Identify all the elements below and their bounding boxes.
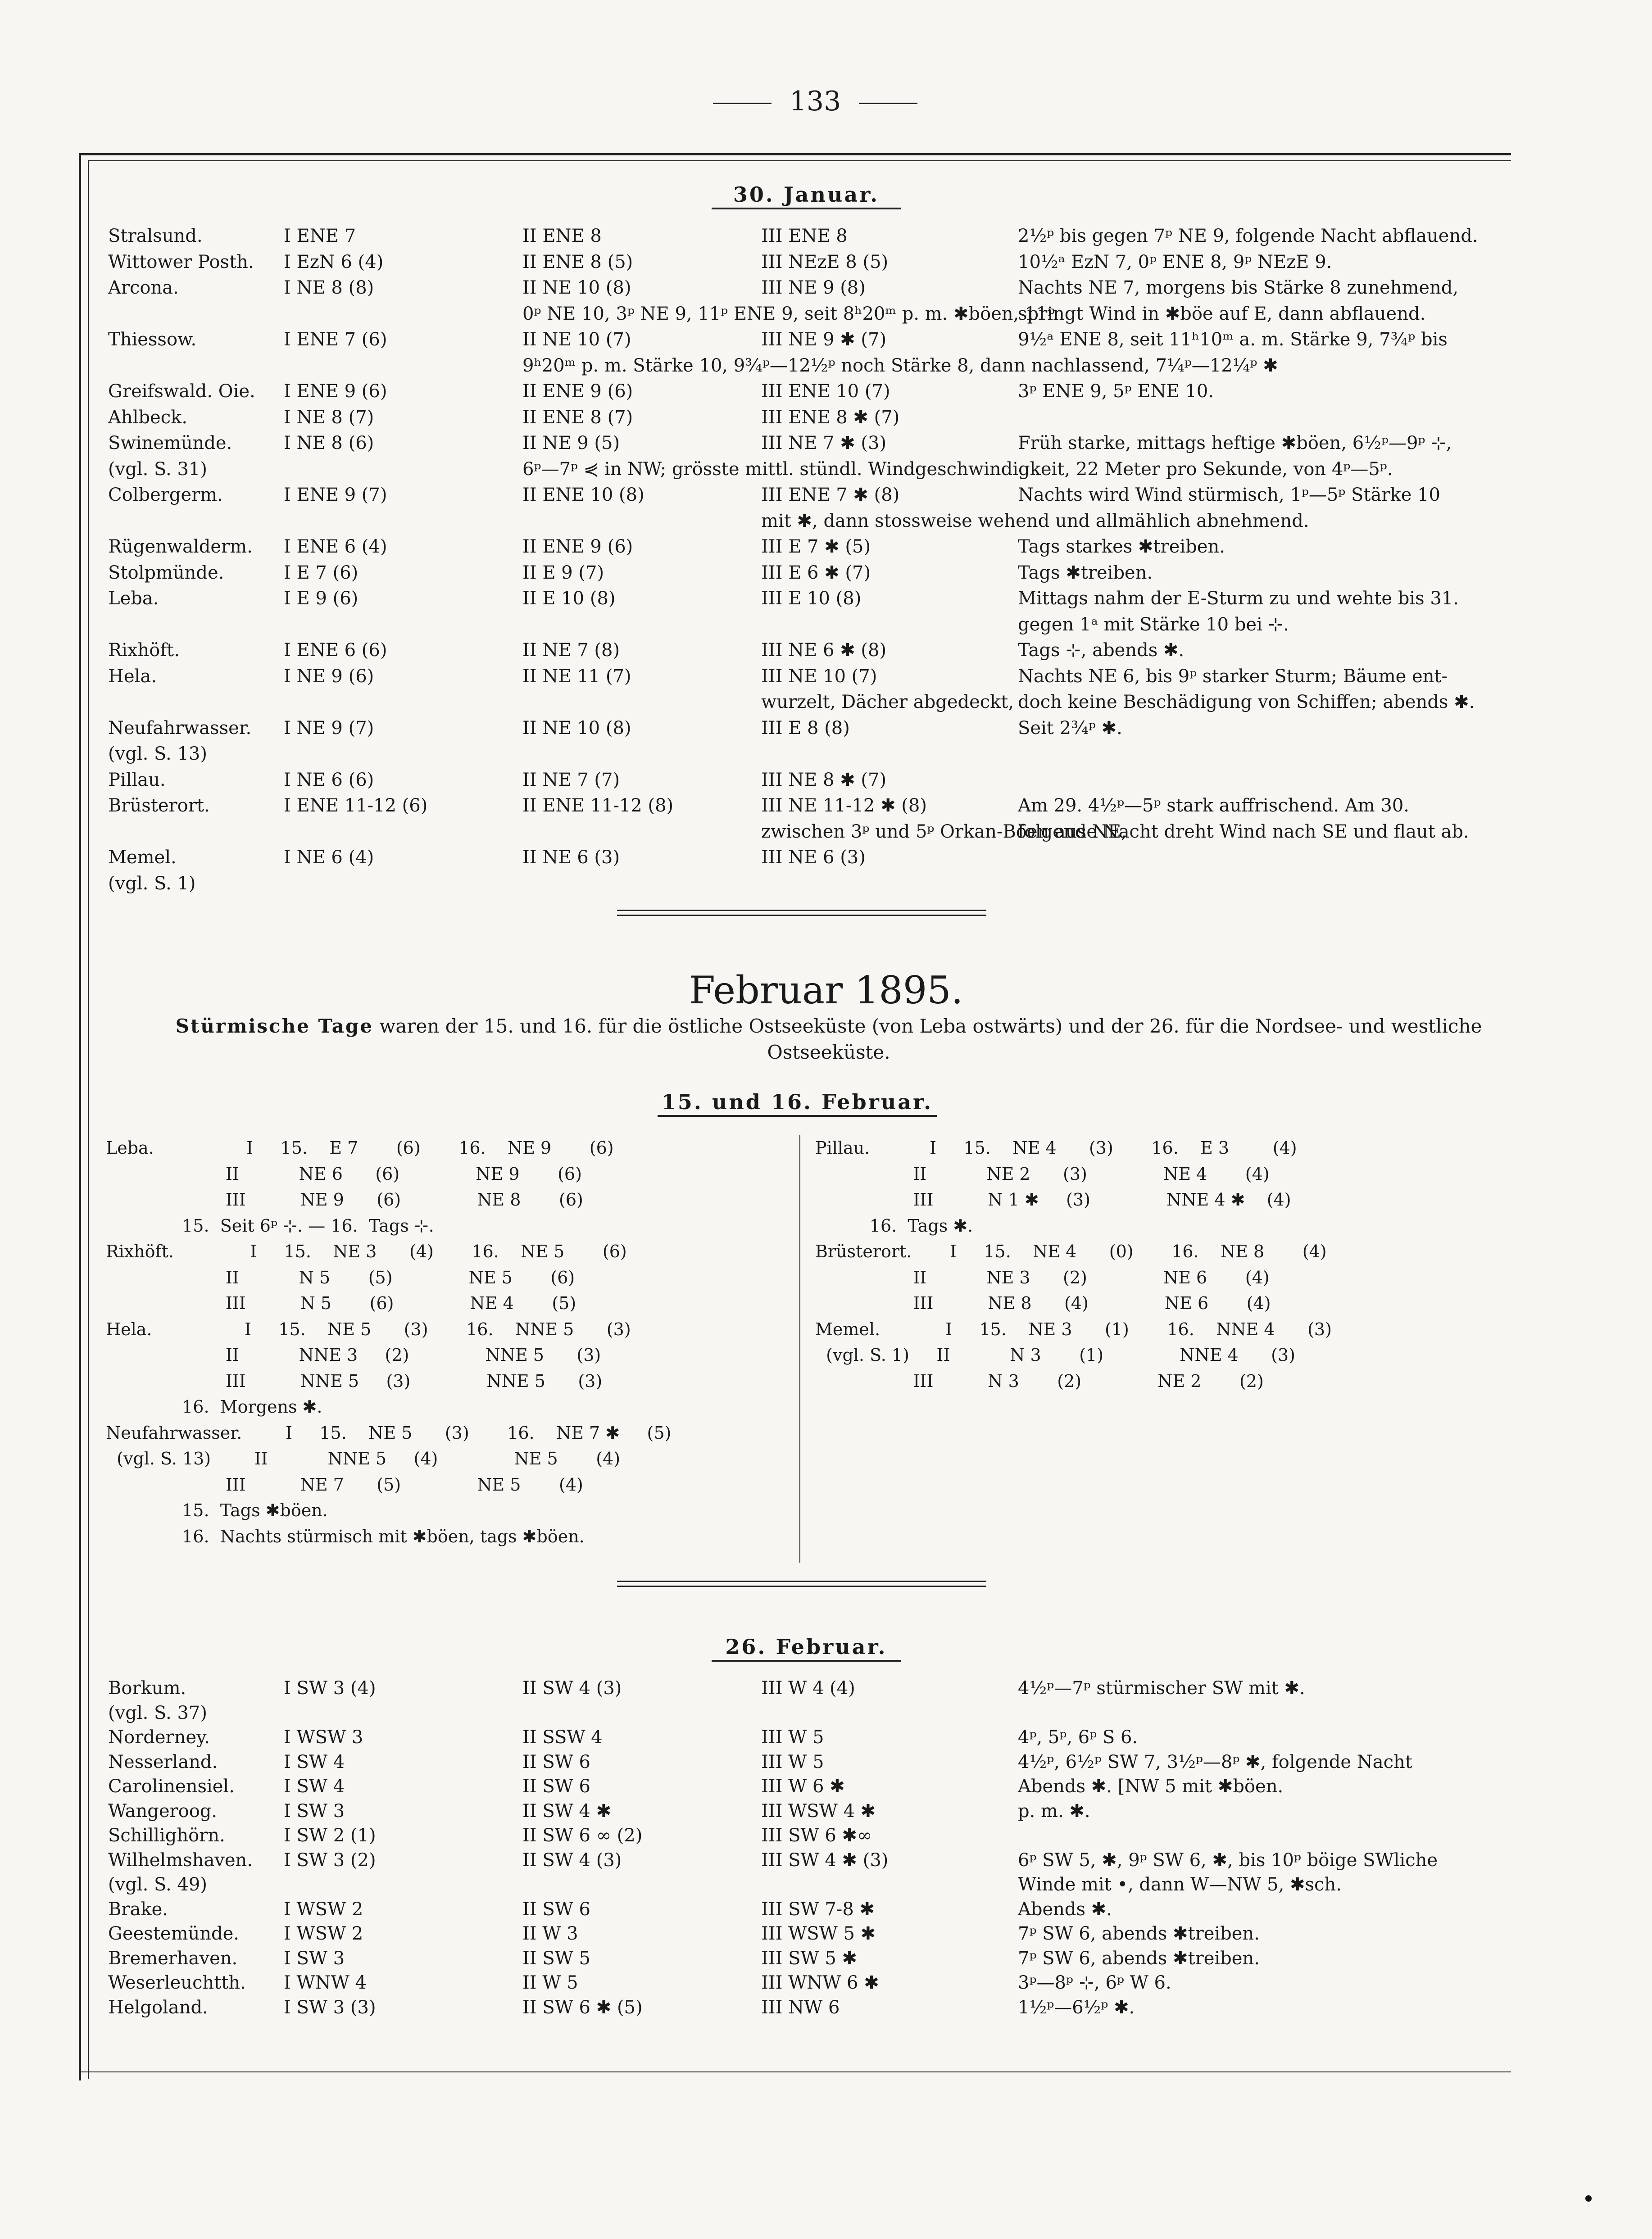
table-line: III NE 7 (5) NE 5 (4) (106, 1474, 583, 1495)
obs-evening: III SW 5 ✱ (761, 1948, 858, 1969)
obs-morning: I NE 9 (7) (284, 717, 374, 739)
obs-midday: II NE 6 (3) (522, 847, 620, 868)
obs-midday: II E 9 (7) (522, 562, 604, 583)
remark: 7ᵖ SW 6, abends ✱treiben. (1018, 1923, 1260, 1944)
obs-evening: III W 5 (761, 1727, 824, 1748)
station-name: Carolinensiel. (108, 1776, 235, 1797)
section-title-26-feb: 26. Februar. (712, 1635, 901, 1662)
station-name: Pillau. (108, 769, 166, 790)
station-name: Weserleuchtth. (108, 1972, 246, 1993)
station-name: Greifswald. Oie. (108, 381, 255, 402)
obs-morning: I ENE 7 (6) (284, 329, 387, 350)
remark: Tags starkes ✱treiben. (1018, 536, 1225, 557)
obs-morning: I SW 3 (284, 1948, 345, 1969)
obs-midday: II ENE 8 (5) (522, 251, 633, 272)
table-line: Brüsterort. I 15. NE 4 (0) 16. NE 8 (4) (815, 1242, 1327, 1261)
obs-midday: 9ʰ20ᵐ p. m. Stärke 10, 9¾ᵖ—12½ᵖ noch Stärke 8, dann nachlassend, 7¼ᵖ—12¼ᵖ ✱ (522, 355, 1278, 376)
station-name: Borkum. (108, 1678, 186, 1699)
obs-morning: I ENE 9 (6) (284, 381, 387, 402)
obs-morning: I ENE 6 (4) (284, 536, 387, 557)
table-line: II NNE 3 (2) NNE 5 (3) (106, 1345, 601, 1365)
remark: Abends ✱. [NW 5 mit ✱böen. (1018, 1776, 1284, 1797)
remark: Tags ✱treiben. (1018, 562, 1153, 583)
frame-bottom (79, 2071, 1511, 2072)
remark: Nachts NE 7, morgens bis Stärke 8 zunehmend, (1018, 277, 1459, 298)
station-name: Brüsterort. (108, 795, 210, 816)
obs-midday: II ENE 11-12 (8) (522, 795, 674, 816)
obs-evening: III NE 8 ✱ (7) (761, 769, 887, 790)
table-line: (vgl. S. 1) II N 3 (1) NNE 4 (3) (815, 1345, 1296, 1365)
obs-morning: I WNW 4 (284, 1972, 367, 1993)
obs-evening: III WNW 6 ✱ (761, 1972, 879, 1993)
station-name: Wangeroog. (108, 1800, 218, 1822)
station-name: Ahlbeck. (108, 407, 188, 428)
remark: 10½ᵃ EzN 7, 0ᵖ ENE 8, 9ᵖ NEzE 9. (1018, 251, 1332, 272)
station-name: (vgl. S. 13) (108, 743, 207, 764)
remark: folgende Nacht dreht Wind nach SE und flaut ab. (1018, 821, 1469, 842)
obs-midday: II W 3 (522, 1923, 578, 1944)
station-name: Stolpmünde. (108, 562, 224, 583)
obs-morning: I ENE 11-12 (6) (284, 795, 428, 816)
obs-midday: II E 10 (8) (522, 588, 616, 609)
obs-midday: II SW 6 ∞ (2) (522, 1825, 643, 1846)
obs-morning: I SW 4 (284, 1751, 345, 1772)
station-name: Bremerhaven. (108, 1948, 238, 1969)
table-line: III NE 9 (6) NE 8 (6) (106, 1190, 583, 1210)
obs-midday: II SW 4 ✱ (522, 1800, 612, 1822)
obs-midday: II NE 10 (7) (522, 329, 631, 350)
station-name: Norderney. (108, 1727, 210, 1748)
remark: Abends ✱. (1018, 1899, 1112, 1920)
remark: 4ᵖ, 5ᵖ, 6ᵖ S 6. (1018, 1727, 1138, 1748)
table-line: III N 3 (2) NE 2 (2) (815, 1371, 1264, 1391)
obs-midday: II SSW 4 (522, 1727, 603, 1748)
rule-right (859, 103, 917, 104)
obs-evening: III NE 9 (8) (761, 277, 866, 298)
obs-midday: II SW 4 (3) (522, 1849, 622, 1871)
table-line: Neufahrwasser. I 15. NE 5 (3) 16. NE 7 ✱ (5) (106, 1423, 672, 1443)
month-heading: Februar 1895. (689, 968, 963, 1012)
remark: 3ᵖ—8ᵖ ⊹, 6ᵖ W 6. (1018, 1972, 1171, 1993)
table-line: II NE 6 (6) NE 9 (6) (106, 1164, 582, 1184)
section-title-january: 30. Januar. (712, 182, 901, 209)
obs-evening: wurzelt, Dächer abgedeckt, (761, 692, 1014, 712)
obs-evening: III NW 6 (761, 1997, 840, 2018)
obs-midday: II SW 5 (522, 1948, 590, 1969)
obs-morning: I EzN 6 (4) (284, 251, 384, 272)
obs-midday: II ENE 9 (6) (522, 536, 633, 557)
obs-morning: I NE 8 (7) (284, 407, 374, 428)
station-name: Rügenwalderm. (108, 536, 253, 557)
remark: 4½ᵖ, 6½ᵖ SW 7, 3½ᵖ—8ᵖ ✱, folgende Nacht (1018, 1751, 1412, 1772)
table-line: II N 5 (5) NE 5 (6) (106, 1267, 575, 1287)
frame-left-inner (88, 160, 89, 2079)
intro-paragraph (171, 1013, 1486, 1065)
obs-midday: II SW 4 (3) (522, 1678, 622, 1699)
obs-evening: zwischen 3ᵖ und 5ᵖ Orkan-Böen aus NE, (761, 821, 1127, 842)
obs-morning: I NE 6 (4) (284, 847, 374, 868)
obs-evening: III E 7 ✱ (5) (761, 536, 871, 557)
station-name: Memel. (108, 847, 177, 868)
obs-midday: II SW 6 ✱ (5) (522, 1997, 643, 2018)
obs-evening: III NE 6 (3) (761, 847, 866, 868)
obs-morning: I NE 8 (6) (284, 433, 374, 453)
obs-morning: I SW 2 (1) (284, 1825, 376, 1846)
obs-morning: I SW 3 (3) (284, 1997, 376, 2018)
table-line: 15. Tags ✱böen. (106, 1500, 328, 1520)
obs-evening: III W 6 ✱ (761, 1776, 845, 1797)
obs-evening: III ENE 7 ✱ (8) (761, 485, 900, 505)
remark: Nachts wird Wind stürmisch, 1ᵖ—5ᵖ Stärke 10 (1018, 485, 1440, 505)
obs-evening: III ENE 8 (761, 226, 848, 246)
remark: doch keine Beschädigung von Schiffen; abends ✱. (1018, 692, 1475, 712)
table-line: Memel. I 15. NE 3 (1) 16. NNE 4 (3) (815, 1319, 1332, 1339)
obs-midday: II ENE 10 (8) (522, 485, 644, 505)
obs-midday: II NE 9 (5) (522, 433, 620, 453)
obs-morning: I SW 3 (284, 1800, 345, 1822)
station-name: Stralsund. (108, 226, 203, 246)
stray-mark (1585, 2195, 1592, 2202)
table-line: Hela. I 15. NE 5 (3) 16. NNE 5 (3) (106, 1319, 631, 1339)
remark: 1½ᵖ—6½ᵖ ✱. (1018, 1997, 1135, 2018)
page-number-text: 133 (789, 86, 841, 117)
obs-evening: III ENE 8 ✱ (7) (761, 407, 900, 428)
table-line: Leba. I 15. E 7 (6) 16. NE 9 (6) (106, 1138, 614, 1158)
page-number (689, 86, 941, 117)
remark: 7ᵖ SW 6, abends ✱treiben. (1018, 1948, 1260, 1969)
obs-midday: II ENE 8 (7) (522, 407, 633, 428)
table-line: Pillau. I 15. NE 4 (3) 16. E 3 (4) (815, 1138, 1297, 1158)
intro-rest: waren der 15. und 16. für die östliche Ostseeküste (von Leba ostwärts) und der 26. für die Nordsee- und westliche Ostseeküste. (373, 1015, 1482, 1063)
table-line: 16. Morgens ✱. (106, 1397, 322, 1417)
station-name: (vgl. S. 31) (108, 458, 207, 480)
remark: Mittags nahm der E-Sturm zu und wehte bis 31. (1018, 588, 1459, 609)
remark: Tags ⊹, abends ✱. (1018, 640, 1185, 661)
rule-left (713, 103, 772, 104)
obs-morning: I NE 8 (8) (284, 277, 374, 298)
obs-midday: II SW 6 (522, 1899, 590, 1920)
remark: 3ᵖ ENE 9, 5ᵖ ENE 10. (1018, 381, 1214, 402)
station-name: Colbergerm. (108, 485, 223, 505)
obs-morning: I E 9 (6) (284, 588, 359, 609)
remark: Seit 2¾ᵖ ✱. (1018, 717, 1122, 739)
table-line: III NE 8 (4) NE 6 (4) (815, 1293, 1271, 1313)
obs-midday: II SW 6 (522, 1776, 590, 1797)
table-line: III N 1 ✱ (3) NNE 4 ✱ (4) (815, 1190, 1291, 1210)
remark: 2½ᵖ bis gegen 7ᵖ NE 9, folgende Nacht abflauend. (1018, 226, 1478, 246)
station-name: Thiessow. (108, 329, 197, 350)
table-line: (vgl. S. 13) II NNE 5 (4) NE 5 (4) (106, 1449, 621, 1468)
remark: springt Wind in ✱böe auf E, dann abflauend. (1018, 303, 1426, 324)
remark: p. m. ✱. (1018, 1800, 1090, 1822)
remark: Früh starke, mittags heftige ✱böen, 6½ᵖ—9ᵖ ⊹, (1018, 433, 1452, 453)
obs-morning: I ENE 7 (284, 226, 356, 246)
obs-midday: II ENE 8 (522, 226, 602, 246)
obs-morning: I ENE 6 (6) (284, 640, 387, 661)
obs-morning: I NE 6 (6) (284, 769, 374, 790)
obs-midday: II ENE 9 (6) (522, 381, 633, 402)
station-name: Wittower Posth. (108, 251, 254, 272)
obs-midday: II SW 6 (522, 1751, 590, 1772)
double-rule-1 (617, 910, 986, 916)
table-line: III N 5 (6) NE 4 (5) (106, 1293, 576, 1313)
station-name: Schillighörn. (108, 1825, 225, 1846)
obs-midday: 6ᵖ—7ᵖ ⋞ in NW; grösste mittl. stündl. Windgeschwindigkeit, 22 Meter pro Sekunde, von 4ᵖ—5ᵖ. (522, 458, 1393, 480)
double-rule-2 (617, 1581, 986, 1587)
obs-evening: III E 6 ✱ (7) (761, 562, 871, 583)
station-name: Helgoland. (108, 1997, 208, 2018)
obs-evening: III W 4 (4) (761, 1678, 855, 1699)
table-line: II NE 3 (2) NE 6 (4) (815, 1267, 1270, 1287)
column-separator (799, 1135, 800, 1563)
station-name: Geestemünde. (108, 1923, 240, 1944)
frame-top (79, 153, 1511, 155)
station-name: (vgl. S. 49) (108, 1874, 207, 1895)
obs-midday: II NE 10 (8) (522, 277, 631, 298)
obs-evening: III SW 7-8 ✱ (761, 1899, 875, 1920)
obs-morning: I WSW 3 (284, 1727, 363, 1748)
remark: 4½ᵖ—7ᵖ stürmischer SW mit ✱. (1018, 1678, 1305, 1699)
obs-morning: I SW 3 (2) (284, 1849, 376, 1871)
obs-evening: III E 10 (8) (761, 588, 862, 609)
frame-left (79, 153, 81, 2080)
obs-morning: I E 7 (6) (284, 562, 359, 583)
station-name: Rixhöft. (108, 640, 180, 661)
obs-midday: II NE 10 (8) (522, 717, 631, 739)
remark: 9½ᵃ ENE 8, seit 11ʰ10ᵐ a. m. Stärke 9, 7¾ᵖ bis (1018, 329, 1448, 350)
station-name: (vgl. S. 37) (108, 1702, 207, 1723)
remark: Am 29. 4½ᵖ—5ᵖ stark auffrischend. Am 30. (1018, 795, 1410, 816)
station-name: Arcona. (108, 277, 179, 298)
station-name: Leba. (108, 588, 159, 609)
table-line: 15. Seit 6ᵖ ⊹. — 16. Tags ⊹. (106, 1215, 434, 1236)
obs-midday: II W 5 (522, 1972, 578, 1993)
obs-morning: I SW 3 (4) (284, 1678, 376, 1699)
section-title-15-16: 15. und 16. Februar. (658, 1090, 937, 1117)
obs-evening: III SW 6 ✱∞ (761, 1825, 872, 1846)
obs-evening: III SW 4 ✱ (3) (761, 1849, 889, 1871)
station-name: Neufahrwasser. (108, 717, 252, 739)
obs-evening: III E 8 (8) (761, 717, 850, 739)
remark: Winde mit •, dann W—NW 5, ✱sch. (1018, 1874, 1342, 1895)
frame-top-inner (88, 160, 1511, 161)
table-line: 16. Tags ✱. (815, 1215, 973, 1236)
station-name: Swinemünde. (108, 433, 232, 453)
station-name: Wilhelmshaven. (108, 1849, 253, 1871)
obs-evening: III W 5 (761, 1751, 824, 1772)
obs-evening: III NE 6 ✱ (8) (761, 640, 887, 661)
table-line: III NNE 5 (3) NNE 5 (3) (106, 1371, 603, 1391)
obs-evening: III NE 11-12 ✱ (8) (761, 795, 927, 816)
remark: gegen 1ᵃ mit Stärke 10 bei ⊹. (1018, 614, 1289, 635)
remark: Nachts NE 6, bis 9ᵖ starker Sturm; Bäume ent- (1018, 666, 1448, 687)
station-name: Brake. (108, 1899, 168, 1920)
obs-morning: I WSW 2 (284, 1899, 363, 1920)
obs-midday: 0ᵖ NE 10, 3ᵖ NE 9, 11ᵖ ENE 9, seit 8ʰ20ᵐ p. m. ✱böen, 11ᵖ (522, 303, 1055, 324)
obs-morning: I ENE 9 (7) (284, 485, 387, 505)
obs-evening: III ENE 10 (7) (761, 381, 890, 402)
obs-morning: I SW 4 (284, 1776, 345, 1797)
remark: 6ᵖ SW 5, ✱, 9ᵖ SW 6, ✱, bis 10ᵖ böige SWliche (1018, 1849, 1438, 1871)
table-line: II NE 2 (3) NE 4 (4) (815, 1164, 1270, 1184)
station-name: Hela. (108, 666, 157, 687)
station-name: Nesserland. (108, 1751, 218, 1772)
obs-evening: III NE 7 ✱ (3) (761, 433, 887, 453)
intro-bold: Stürmische Tage (175, 1015, 374, 1037)
station-name: (vgl. S. 1) (108, 873, 196, 894)
obs-midday: II NE 7 (7) (522, 769, 620, 790)
table-line: Rixhöft. I 15. NE 3 (4) 16. NE 5 (6) (106, 1242, 627, 1261)
table-line: 16. Nachts stürmisch mit ✱böen, tags ✱böen. (106, 1526, 585, 1546)
obs-morning: I NE 9 (6) (284, 666, 374, 687)
obs-midday: II NE 11 (7) (522, 666, 631, 687)
obs-evening: III NE 9 ✱ (7) (761, 329, 887, 350)
obs-evening: mit ✱, dann stossweise wehend und allmählich abnehmend. (761, 510, 1309, 531)
obs-evening: III NE 10 (7) (761, 666, 877, 687)
obs-morning: I WSW 2 (284, 1923, 363, 1944)
obs-evening: III WSW 4 ✱ (761, 1800, 876, 1822)
obs-evening: III WSW 5 ✱ (761, 1923, 876, 1944)
obs-evening: III NEzE 8 (5) (761, 251, 889, 272)
obs-midday: II NE 7 (8) (522, 640, 620, 661)
